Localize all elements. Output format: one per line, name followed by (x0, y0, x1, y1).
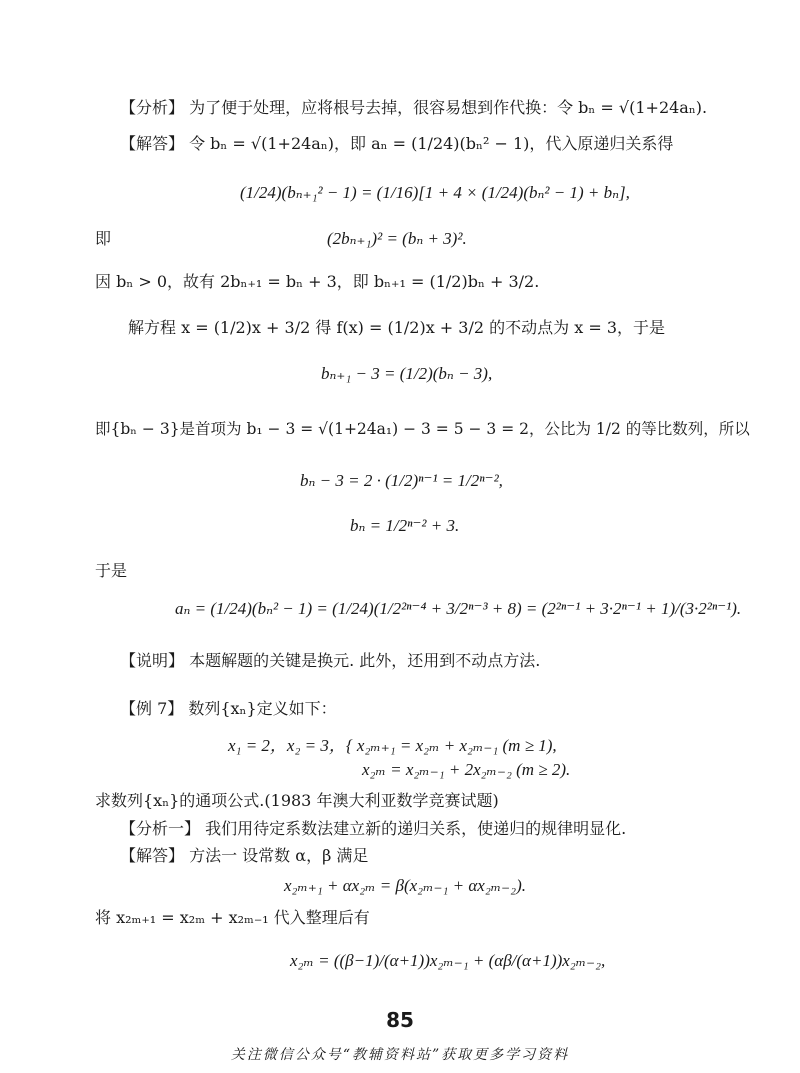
equation-9: x₂ₘ = ((β−1)/(α+1))x₂ₘ₋₁ + (αβ/(α+1))x₂ₘ₋₂, (290, 951, 606, 970)
analysis-line: 【分析】 为了便于处理，应将根号去掉，很容易想到作代换：令 bₙ = √(1+24aₙ). (120, 98, 708, 117)
equation-7a: x₁ = 2，x₂ = 3，{ x₂ₘ₊₁ = x₂ₘ + x₂ₘ₋₁ (m ≥ 1), (228, 736, 557, 755)
question-line: 求数列{xₙ}的通项公式.(1983 年澳大利亚数学竞赛试题) (95, 791, 499, 810)
equation-6: aₙ = (1/24)(bₙ² − 1) = (1/24)(1/2²ⁿ⁻⁴ + 3/2ⁿ⁻³ + 8) = (2²ⁿ⁻¹ + 3·2ⁿ⁻¹ + 1)/(3·2²ⁿ⁻¹). (175, 599, 742, 618)
example-heading: 【例 7】 数列{xₙ}定义如下： (120, 699, 337, 718)
equation-1: (1/24)(bₙ₊₁² − 1) = (1/16)[1 + 4 × (1/24)(bₙ² − 1) + bₙ], (240, 183, 630, 202)
note-line: 【说明】 本题解题的关键是换元. 此外，还用到不动点方法. (120, 651, 541, 670)
solution-line: 【解答】 令 bₙ = √(1+24aₙ)，即 aₙ = (1/24)(bₙ² − 1)，代入原递归关系得 (120, 134, 674, 153)
text-line: 将 x₂ₘ₊₁ = x₂ₘ + x₂ₘ₋₁ 代入整理后有 (95, 908, 370, 927)
text-line: 即{bₙ − 3}是首项为 b₁ − 3 = √(1+24a₁) − 3 = 5 − 3 = 2，公比为 1/2 的等比数列，所以 (95, 420, 750, 438)
page-number: 85 (386, 1008, 414, 1032)
equation-2: (2bₙ₊₁)² = (bₙ + 3)². (327, 229, 467, 248)
text-ji: 即 (95, 229, 112, 248)
solution-method-line: 【解答】 方法一 设常数 α，β 满足 (120, 846, 369, 865)
equation-4: bₙ − 3 = 2 · (1/2)ⁿ⁻¹ = 1/2ⁿ⁻², (300, 471, 503, 490)
text-yushi: 于是 (95, 561, 128, 580)
footer-note: 关注微信公众号“教辅资料站”获取更多学习资料 (230, 1047, 570, 1063)
equation-5: bₙ = 1/2ⁿ⁻² + 3. (350, 516, 460, 535)
text-line: 解方程 x = (1/2)x + 3/2 得 f(x) = (1/2)x + 3/2 的不动点为 x = 3，于是 (128, 318, 665, 337)
analysis-one-line: 【分析一】 我们用待定系数法建立新的递归关系，使递归的规律明显化. (120, 819, 627, 838)
equation-7b: x₂ₘ = x₂ₘ₋₁ + 2x₂ₘ₋₂ (m ≥ 2). (362, 760, 571, 779)
equation-8: x₂ₘ₊₁ + αx₂ₘ = β(x₂ₘ₋₁ + αx₂ₘ₋₂). (284, 876, 526, 895)
equation-3: bₙ₊₁ − 3 = (1/2)(bₙ − 3), (321, 364, 493, 383)
text-line: 因 bₙ > 0，故有 2bₙ₊₁ = bₙ + 3，即 bₙ₊₁ = (1/2)bₙ + 3/2. (95, 272, 540, 291)
